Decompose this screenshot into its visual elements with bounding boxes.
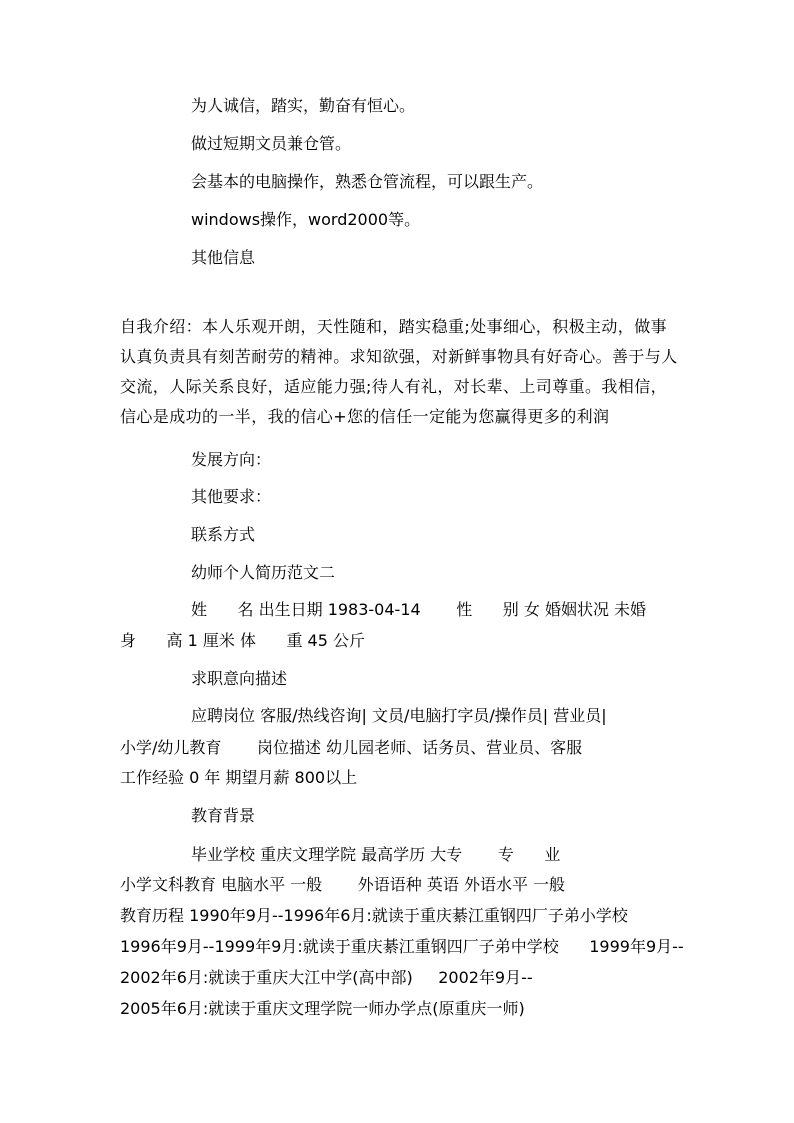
line-school-degree-major: 毕业学校 重庆文理学院 最高学历 大专 专 业: [191, 845, 561, 864]
line-position-description: 小学/幼儿教育 岗位描述 幼儿园老师、话务员、营业员、客服: [120, 738, 583, 757]
heading-job-intention: 求职意向描述: [191, 669, 288, 688]
line-name-birth-gender-marital: 姓 名 出生日期 1983-04-14 性 别 女 婚姻状况 未婚: [191, 600, 647, 619]
line-software: windows操作，word2000等。: [191, 210, 421, 229]
heading-education: 教育背景: [191, 806, 256, 825]
line-experience: 做过短期文员兼仓管。: [191, 134, 352, 153]
line-major-computer-language: 小学文科教育 电脑水平 一般 外语语种 英语 外语水平 一般: [120, 875, 566, 894]
line-traits: 为人诚信，踏实，勤奋有恒心。: [191, 96, 416, 115]
line-education-history-2: 1996年9月--1999年9月:就读于重庆綦江重钢四厂子弟中学校 1999年9月--: [120, 937, 684, 956]
line-development-direction: 发展方向：: [191, 450, 272, 469]
line-work-experience-salary: 工作经验 0 年 期望月薪 800以上: [120, 768, 358, 787]
line-other-requirements: 其他要求：: [191, 487, 272, 506]
line-applied-positions: 应聘岗位 客服/热线咨询| 文员/电脑打字员/操作员| 营业员|: [191, 706, 607, 725]
line-education-history-3: 2002年6月:就读于重庆大江中学(高中部) 2002年9月--: [120, 968, 533, 987]
line-education-history-1: 教育历程 1990年9月--1996年6月:就读于重庆綦江重钢四厂子弟小学校: [120, 906, 628, 925]
heading-resume-sample-2: 幼师个人简历范文二: [191, 563, 336, 582]
heading-other-info: 其他信息: [191, 248, 256, 267]
self-introduction-paragraph: 自我介绍：本人乐观开朗，天性随和，踏实稳重;处事细心，积极主动，做事认真负责具有刻苦耐劳的精神。求知欲强，对新鲜事物具有好奇心。善于与人交流，人际关系良好，适应能力强;待人有礼，对长辈、上司尊重。我相信，信心是成功的一半，我的信心+您的信任一定能为您赢得更多的利润: [120, 317, 678, 426]
line-skills: 会基本的电脑操作，熟悉仓管流程，可以跟生产。: [191, 172, 544, 191]
heading-contact: 联系方式: [191, 525, 256, 544]
line-education-history-4: 2005年6月:就读于重庆文理学院一师办学点(原重庆一师): [120, 999, 525, 1018]
line-height-weight: 身 高 1 厘米 体 重 45 公斤: [120, 631, 366, 650]
